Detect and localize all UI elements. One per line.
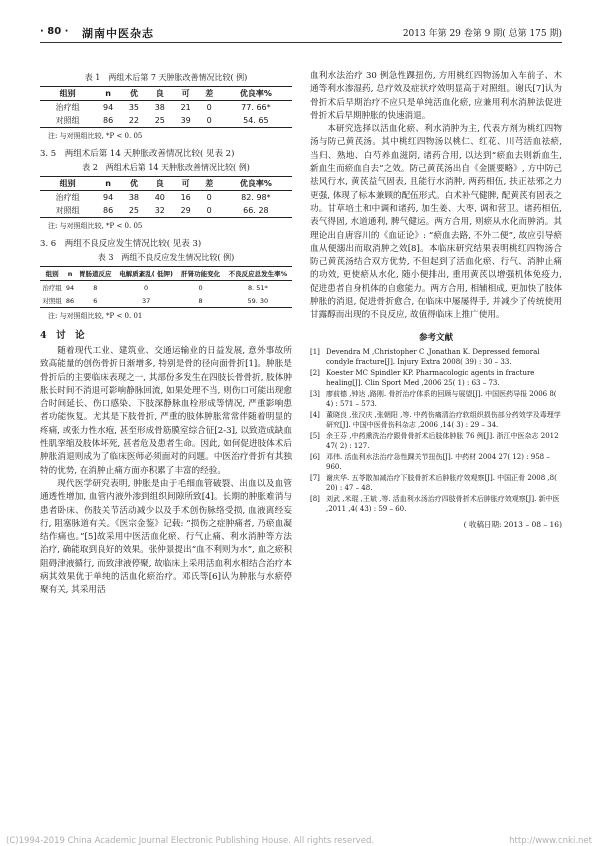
table-cell: 0 [206,116,212,125]
table-cell: 0 [206,206,212,215]
table-cell: 0 [206,103,212,112]
table-cell: 40 [154,193,165,202]
reference-item [310,368,562,389]
table-cell: 82. 98* [241,193,271,202]
table-row [40,114,292,128]
table-cell: 治疗组 [55,103,80,112]
table-cell: 21 [180,103,191,112]
reference-text: 刘武 ,米琨 ,王斌 ,等. 活血利水汤治疗四肢骨折术后肿胀疗效观察[J]. 新中医 ,2011 ,4( 43) : 59 – 60. [326,494,560,514]
reference-text: Koester MC Spindler KP. Pharmacologic agents in fracture healing[J]. Clin Sport Med ,2006 25( 1) : 63 – 73. [326,368,535,388]
table-cell: 29 [180,206,191,215]
table-cell: 86 [102,116,114,125]
table-cell: 0 [198,283,203,292]
table-cell: 对照组 [55,116,80,125]
reference-text: 邓伟. 活血利水法治疗急性踝关节扭伤[J]. 中药材 2004 27( 12) : 958 – 960. [326,452,550,472]
reference-item [310,431,562,452]
table2-header: 组别 [59,179,76,188]
references-list [310,347,562,515]
table1-note: 注: 与对照组比较, *P < 0. 05 [48,132,143,140]
reference-number: [4] [310,410,320,419]
table2-header: 优良率% [239,179,272,188]
reference-number: [5] [310,431,320,440]
table3-header: 不良反应总发生率% [228,270,288,278]
table1-header: 良 [155,89,164,98]
reference-text: 谢庆华. 五苓散加减治疗下肢骨折术后肿胀疗效观察[J]. 中国正骨 2008 ,8( 20) : 47 – 48. [326,473,557,493]
reference-item [310,410,562,431]
page-number: · 80 · [40,26,69,37]
table-cell: 86 [102,206,114,215]
table-cell: 38 [128,193,140,202]
table-cell: 94 [102,103,114,112]
table-row [40,101,292,115]
table-cell: 66. 28 [243,206,269,215]
issue-info: 2013 年第 29 卷第 9 期( 总第 175 期) [402,29,562,39]
left-column [40,70,292,598]
table1 [40,86,292,128]
reference-item [310,494,562,515]
table-cell: 25 [154,116,165,125]
table2-caption: 表 2 两组术后第 14 天肿胀改善情况比较( 例) [82,163,250,172]
table3-header: 肝肾功能变化 [181,270,221,278]
table-cell: 治疗组 [42,284,62,292]
table-row [40,191,292,205]
table3-note: 注: 与对照组比较, *P < 0. 01 [48,312,143,320]
table-cell: 8. 51* [247,283,268,292]
cnki-link[interactable]: http://www.cnki.net [509,836,592,846]
table-row [40,204,292,218]
body-paragraph: 本研究选择以活血化瘀、利水消肿为主, 代表方剂为桃红四物汤与防己黄芪汤。其中桃红四物汤以桃仁、红花、川芎活血祛瘀, 当归、熟地、白芍养血滋阴, 诸药合用, 以达到“瘀血去则新血生, 新血生而瘀血自去”之效。防己黄芪汤出自《金匮要略》, 方中防己祛风行水, 黄芪益气固表, 且能行水消肿, 两药相伍, 扶正祛邪之力更强, 体现了标本兼顾的配伍形式。白术补气健脾, 配黄芪有固表之功。甘草培土和中调和诸药, 加生姜、大枣, 调和营卫。诸药相伍, 表气得固, 水道通利, 脾气健运。两方合用, 则瘀从水化而肿消。其理论出自唐容川的《血证论》: “瘀血去路, 不外二便”, 故应引导瘀血从便溺出而取消肿之效[8]。本临床研究结果表明桃红四物汤合防己黄芪汤结合双方优势, 不但起到了活血化瘀、行气、消肿止痛的功效, 更使瘀从水化, 随小便排出, 重用黄芪以增强机体免疫力, 促进患者自身机体的自愈能力。两方合用, 相辅相成, 更加快了肢体肿胀的消退, 促进骨折愈合, 在临床中屡屡得手, 并减少了传统使用甘露醇而出现的不良反应, 故值得临床上推广使用。 [310,124,562,321]
table3-header: 组别 [45,270,59,278]
section-3-5-heading: 3. 5 两组术后第 14 天肿胀改善情况比较( 见表 2) [40,149,235,159]
table2-header: 可 [181,179,190,188]
reference-number: [7] [310,473,320,482]
table3-header: n [67,269,73,278]
table-cell: 8 [93,283,98,292]
body-paragraph: 血利水法治疗 30 例急性踝扭伤, 方用桃红四物汤加入车前子、木通等利水渗湿药, 总疗效及症状疗效明显高于对照组。谢氏[7]认为骨折术后早期治疗不应只是单纯活血化瘀, 应兼用利水消肿法促进骨折术后早期肿胀的快速消退。 [310,71,562,121]
table2 [40,176,292,218]
table-cell: 59. 30 [247,296,269,305]
table-cell: 8 [198,296,203,305]
table-cell: 54. 65 [243,116,269,125]
table-cell: 治疗组 [55,193,80,202]
table2-header: 优 [129,179,138,188]
reference-item [310,347,562,368]
table2-header: 良 [155,179,164,188]
reference-text: Devendra M ,Christopher C ,Jonathan K. Depressed femoral condyle fracture[J]. Injury Extra 2008( 39) : 30 – 33. [326,347,540,367]
table-cell: 25 [128,206,140,215]
table-cell: 16 [180,193,191,202]
reference-number: [8] [310,494,320,503]
table-cell: 6 [93,296,98,305]
reference-text: 余王芬 ,中药熏洗治疗跟骨骨折术后肢体肿胀 76 例[J]. 浙江中医杂志 2012 47( 2) : 127. [326,431,559,451]
table-cell: 35 [128,103,140,112]
table-cell: 94 [65,283,75,292]
table-cell: 39 [180,116,191,125]
table-cell: 37 [141,296,151,305]
table-cell: 0 [144,283,149,292]
table2-note: 注: 与对照组比较, *P < 0. 05 [48,222,143,230]
table1-header: 优良率% [239,89,272,98]
reference-item [310,473,562,494]
table2-header: 差 [205,179,214,188]
table-cell: 32 [154,206,165,215]
table2-header: n [105,179,111,188]
table-cell: 38 [154,103,165,112]
reference-item [310,389,562,410]
table3 [40,266,292,308]
table3-caption: 表 3 两组不良反应发生情况比较( 例) [97,253,235,262]
right-column [310,70,562,530]
reference-text: 廖前德 ,钟达 ,路刚. 骨折治疗体系的回顾与展望[J]. 中国医药导报 2006 8( 4) : 571 – 573. [326,389,557,409]
body-paragraph: 随着现代工业、建筑业、交通运输业的日益发展, 意外事故所致高能量的创伤骨折日渐增多, 特别是骨的径向面骨折[1]。肿胀是骨折后的主要临床表现之一, 其部份多发生在四肢长骨骨折, 肢体肿胀长时间不消退可影响静脉回流, 如果处理不当, 则伤口可能出现愈合时间延长、伤口感染、下肢深静脉血栓形成等情况, 严重影响患者功能恢复。尤其是下肢骨折, 严重的肢体肿胀常常伴随着明显的疼痛, 或张力性水疱, 甚至形成骨筋膜室综合征[2-3], 以致造成缺血性肌挛缩及肢体坏死, 甚者危及患者生命。因此, 如何促进肢体术后肿胀消退则成为了临床医师必须面对的问题。中医治疗骨折有其独特的优势, 在消肿止痛方面亦积累了丰富的经验。 [40,346,292,476]
table-cell: 94 [102,193,114,202]
table1-header: 组别 [59,89,76,98]
reference-item [310,452,562,473]
reference-text: 董晓良 ,张汉庆 ,张朝阳 ,等. 中药伤痛清治疗软组织损伤部分药效学及毒理学研究[J]. 中国中医骨伤科杂志 ,2006 ,14( 3) : 29 – 34. [326,410,561,430]
reference-number: [6] [310,452,320,461]
table-cell: 86 [65,296,75,305]
copyright-text: (C)1994-2019 China Academic Journal Electronic Publishing House. All rights reserved. [6,836,375,846]
page-header [40,26,562,43]
section-3-6-heading: 3. 6 两组不良反应发生情况比较( 见表 3) [40,239,202,249]
table1-caption: 表 1 两组术后第 7 天肿胀改善情况比较( 例) [84,73,248,82]
table1-header: n [105,89,111,98]
table-cell: 对照组 [55,206,80,215]
table-cell: 77. 66* [241,103,271,112]
reference-number: [2] [310,368,320,377]
table-cell: 22 [128,116,140,125]
table-row [40,294,292,308]
reference-number: [3] [310,389,320,398]
table3-header: 胃肠道反应 [79,270,112,278]
table3-header: 电解质紊乱( 低钾) [119,270,173,278]
table1-header: 可 [181,89,190,98]
table-row [40,281,292,295]
body-paragraph: 现代医学研究表明, 肿胀是由于毛细血管破裂、出血以及血管通透性增加, 血管内液外渗到组织间隙所致[4]。长期的肿胀难消与患者卧床、伤肢关节活动减少以及手术创伤脉络受损, 血液离经妄行, 阻塞脉道有关。《医宗金鉴》记载: “损伤之症肿痛者, 乃瘀血凝结作痛也。”[5]故采用中医活血化瘀、行气止痛、利水消肿等方法治疗, 确能取到良好的效果。张仲景提出“血不利则为水”, 血之瘀积阻碍津液循行, 而致津液停聚, 故临床上采用活血利水相结合治疗本病其效果优于单纯的活血化瘀治疗。邓氏等[6]认为肿胀与水瘀停聚有关, 其采用活 [40,478,292,596]
table-cell: 对照组 [42,297,62,305]
section-4-heading: 4 讨 论 [40,330,85,341]
reference-number: [1] [310,347,320,356]
journal-title: 湖南中医杂志 [82,27,154,40]
table-cell: 0 [206,193,212,202]
table1-header: 优 [129,89,138,98]
table1-header: 差 [205,89,214,98]
references-heading: 参考文献 [418,332,453,343]
received-date: ( 收稿日期: 2013 – 08 – 16) [463,519,562,529]
